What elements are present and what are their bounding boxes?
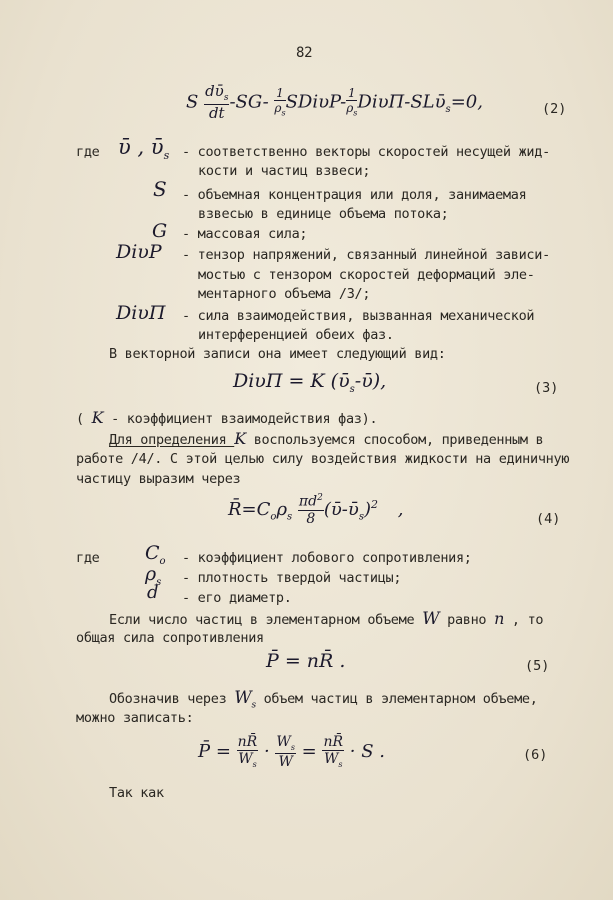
definition-stress-line3: ментарного объема /3/;: [198, 286, 371, 302]
definition-interaction-line1: - сила взаимодействия, вызванная механической: [182, 308, 535, 324]
paragraph-1-line1: Для определения K воспользуемся способом, приведенным в: [109, 429, 544, 448]
symbol-concentration: S: [153, 177, 167, 201]
paragraph-1-line3: частицу выразим через: [76, 471, 241, 487]
equation-6-number: (6): [523, 747, 548, 763]
definition-concentration-line1: - объемная концентрация или доля, занимаемая: [182, 187, 527, 203]
page-number: 82: [296, 45, 313, 61]
definition-particle-density: - плотность твердой частицы;: [182, 570, 402, 586]
where-label-1: где: [76, 144, 100, 160]
symbol-diameter: d: [147, 582, 159, 603]
equation-6: P̄ = $\frac{nR̄}{W_s}$ · $\frac{W_s}{W}$ = $\frac{nR̄}{W_s}$ · S .: [198, 734, 385, 770]
definition-stress-line2: мостью с тензором скоростей деформаций эле-: [198, 267, 535, 283]
symbol-stress-tensor: DiυP: [116, 241, 162, 263]
definition-velocity-line2: кости и частиц взвеси;: [198, 163, 371, 179]
k-coefficient-note: ( K - коэффициент взаимодействия фаз).: [76, 408, 378, 427]
paragraph-3-line2: можно записать:: [76, 710, 194, 726]
symbol-volume-w: W: [422, 609, 440, 629]
definition-diameter: - его диаметр.: [182, 590, 292, 606]
paragraph-2-line1: Если число частиц в элементарном объеме W равно n , то: [109, 609, 544, 629]
symbol-particle-density: $\rho_s$: [145, 563, 162, 588]
paragraph-3-line1: Обозначив через $W_s$ объем частиц в элементарном объеме,: [109, 688, 538, 711]
equation-2: S $\frac{dῡ_s}{dt}$ -SG- $\frac{1}{\rho_s}$ SDiυP- $\frac{1}{\rho_s}$ DiυΠ-SLῡ$_s$=0,: [186, 82, 483, 122]
symbol-drag-coefficient: $C_o$: [145, 542, 166, 567]
symbol-k: K: [91, 408, 104, 427]
symbol-velocity-vectors: ῡ , ῡ$_s$: [118, 135, 170, 163]
definition-mass-force: - массовая сила;: [182, 226, 308, 242]
symbol-particle-volume: $W_s$: [234, 688, 256, 711]
equation-2-number: (2): [542, 101, 567, 117]
equation-5-number: (5): [525, 658, 550, 674]
definition-stress-line1: - тензор напряжений, связанный линейной зависи-: [182, 247, 550, 263]
equation-3-number: (3): [534, 380, 559, 396]
symbol-mass-force: G: [152, 220, 168, 242]
where-label-2: где: [76, 550, 100, 566]
symbol-k-inline: K: [234, 429, 246, 448]
definition-drag-coefficient: - коэффициент лобового сопротивления;: [182, 550, 472, 566]
definition-interaction-line2: интерференцией обеих фаз.: [198, 327, 394, 343]
equation-5: P̄ = nR̄ .: [266, 650, 346, 672]
definition-velocity-line1: - соответственно векторы скоростей несущей жид-: [182, 144, 550, 160]
vector-form-sentence: В векторной записи она имеет следующий вид:: [109, 346, 446, 362]
definition-concentration-line2: взвесью в единице объема потока;: [198, 206, 449, 222]
closing-text: Так как: [109, 785, 164, 801]
symbol-interaction-force: DiυΠ: [116, 302, 166, 324]
symbol-n: n: [494, 609, 505, 628]
equation-3: DiυΠ = K (ῡ$_s$-ῡ),: [233, 370, 387, 395]
paragraph-2-line2: общая сила сопротивления: [76, 630, 264, 646]
paragraph-1-line2: работе /4/. С этой целью силу воздействия жидкости на единичную: [76, 451, 570, 467]
equation-4-number: (4): [536, 511, 561, 527]
equation-4: $R̄=C_o\rho_s$ $\frac{\pi d^2}{8}$ (ῡ-ῡ$_s$)$^2$ ,: [228, 493, 404, 527]
